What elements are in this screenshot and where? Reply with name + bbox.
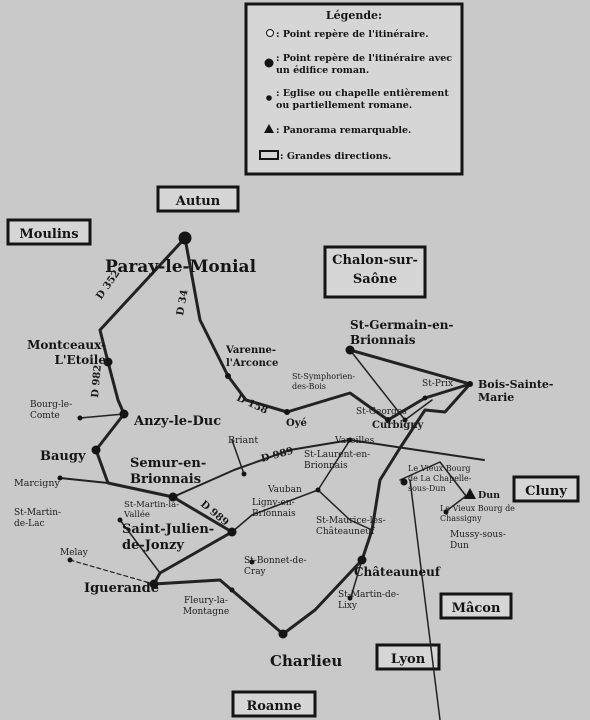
direction-chalon: Chalon-sur-Saône bbox=[332, 253, 418, 287]
place-ligny: Ligny-en-Brionnais bbox=[252, 498, 296, 519]
place-wrap bbox=[10, 338, 106, 378]
place-semur: Semur-en-Brionnais bbox=[130, 456, 207, 487]
open-circle-icon bbox=[267, 30, 274, 37]
place-st-georges: St-Georges bbox=[356, 407, 407, 417]
place-melay: Melay bbox=[60, 548, 88, 558]
landmark-dot bbox=[179, 232, 192, 245]
place-wrap bbox=[350, 318, 460, 358]
road-label: D 989 bbox=[259, 445, 295, 465]
place-oye: Oyé bbox=[286, 418, 307, 429]
place-st-maurice: St-Maurice-lès-Châteauneuf bbox=[316, 516, 386, 537]
place-st-germain: St-Germain-en-Brionnais bbox=[350, 318, 454, 347]
place-vauban: Vauban bbox=[268, 485, 302, 495]
legend-item-wrap bbox=[276, 53, 458, 87]
legend-title: Légende: bbox=[325, 9, 383, 22]
place-st-martin-de-lac: St-Martin-de-Lac bbox=[14, 508, 62, 529]
direction-roanne: Roanne bbox=[246, 699, 302, 714]
place-chassigny: Le Vieux Bourg de Chassigny bbox=[440, 504, 515, 523]
place-bois-sainte-marie: Bois-Sainte-Marie bbox=[478, 378, 554, 404]
place-wrap bbox=[338, 590, 408, 618]
direction-lyon: Lyon bbox=[390, 652, 426, 667]
place-wrap bbox=[30, 400, 86, 428]
road-label: D 989 bbox=[198, 498, 231, 529]
landmark-dot bbox=[228, 528, 237, 537]
place-marcigny: Marcigny bbox=[14, 478, 60, 489]
place-iguerande: Iguerande bbox=[84, 581, 159, 596]
place-charlieu: Charlieu bbox=[270, 652, 343, 670]
place-st-symphorien: St-Symphorien-des-Bois bbox=[292, 372, 356, 391]
legend-item-label: : Point repère de l'itinéraire. bbox=[276, 29, 429, 40]
church-dot bbox=[242, 472, 247, 477]
place-vareilles: Vareilles bbox=[335, 436, 375, 446]
legend-item-label: : Point repère de l'itinéraire avec un édifice roman. bbox=[276, 53, 453, 76]
place-baugy: Baugy bbox=[40, 449, 86, 464]
place-curbigny: Curbigny bbox=[372, 420, 424, 431]
road-marcigny bbox=[60, 478, 108, 483]
direction-moulins: Moulins bbox=[19, 227, 79, 242]
legend-item-label: : Grandes directions. bbox=[280, 151, 392, 162]
place-st-bonnet: St-Bonnet-de-Cray bbox=[244, 556, 307, 577]
filled-circle-icon bbox=[265, 59, 274, 68]
place-varenne: Varenne-l'Arconce bbox=[226, 345, 279, 369]
church-dot bbox=[68, 558, 73, 563]
place-st-prix: St-Prix bbox=[422, 379, 454, 389]
place-wrap bbox=[244, 556, 314, 584]
place-montceaux: Montceaux-L'Etoile bbox=[27, 338, 106, 367]
place-chateauneuf: Châteauneuf bbox=[354, 565, 440, 579]
road-melay bbox=[70, 560, 150, 583]
place-wrap bbox=[316, 516, 394, 544]
place-wrap bbox=[478, 378, 566, 414]
place-wrap bbox=[124, 500, 184, 528]
place-wrap bbox=[304, 450, 374, 478]
place-wrap bbox=[292, 372, 362, 398]
church-dot bbox=[401, 479, 408, 486]
place-briant: Briant bbox=[228, 435, 259, 446]
direction-macon: Mâcon bbox=[451, 601, 501, 616]
road-label: D 34 bbox=[175, 288, 191, 317]
road-bourg bbox=[80, 414, 124, 418]
place-wrap bbox=[440, 504, 516, 532]
legend-item-wrap bbox=[276, 88, 458, 122]
church-dot bbox=[467, 381, 473, 387]
landmark-dot bbox=[120, 410, 129, 419]
church-dot bbox=[316, 488, 321, 493]
landmark-dot bbox=[92, 446, 101, 455]
church-dot bbox=[423, 396, 428, 401]
road-label: D 982 bbox=[90, 364, 104, 399]
place-wrap bbox=[14, 508, 74, 536]
direction-autun: Autun bbox=[175, 194, 221, 209]
place-dun: Dun bbox=[478, 490, 501, 501]
place-st-martin-de-lixy: St-Martin-de-Lixy bbox=[338, 590, 400, 611]
legend-item-label: : Eglise ou chapelle entièrement ou partiellement romane. bbox=[276, 88, 449, 111]
place-saint-julien: Saint-Julien-de-Jonzy bbox=[122, 522, 215, 553]
place-st-martin-la-vallee: St-Martin-la-Vallée bbox=[124, 500, 180, 520]
place-paray: Paray-le-Monial bbox=[105, 257, 257, 277]
place-wrap bbox=[450, 530, 506, 558]
place-wrap bbox=[168, 596, 244, 624]
place-wrap bbox=[130, 456, 230, 496]
direction-wrap bbox=[325, 251, 425, 295]
landmark-dot bbox=[358, 556, 367, 565]
place-st-laurent: St-Laurent-en-Brionnais bbox=[304, 450, 371, 471]
place-anzy: Anzy-le-Duc bbox=[134, 414, 222, 429]
legend bbox=[246, 4, 462, 174]
road-label: D 158 bbox=[234, 392, 270, 417]
legend-item-label: : Panorama remarquable. bbox=[276, 125, 412, 136]
place-wrap bbox=[252, 498, 314, 526]
landmark-dot bbox=[279, 630, 288, 639]
place-wrap bbox=[122, 522, 226, 562]
place-wrap bbox=[408, 464, 474, 504]
place-la-chapelle: Le Vieux Bourg de La Chapelle-sous-Dun bbox=[408, 464, 472, 493]
road-label: D 352 bbox=[94, 268, 123, 302]
place-bourg-le-comte: Bourg-le-Comte bbox=[30, 400, 73, 421]
road-lyon bbox=[410, 480, 440, 720]
place-mussy: Mussy-sous-Dun bbox=[450, 530, 506, 551]
place-fleury: Fleury-la-Montagne bbox=[182, 596, 230, 617]
church-dot bbox=[284, 409, 290, 415]
direction-cluny: Cluny bbox=[525, 484, 567, 499]
church-dot bbox=[230, 588, 235, 593]
small-dot-icon bbox=[266, 95, 272, 101]
